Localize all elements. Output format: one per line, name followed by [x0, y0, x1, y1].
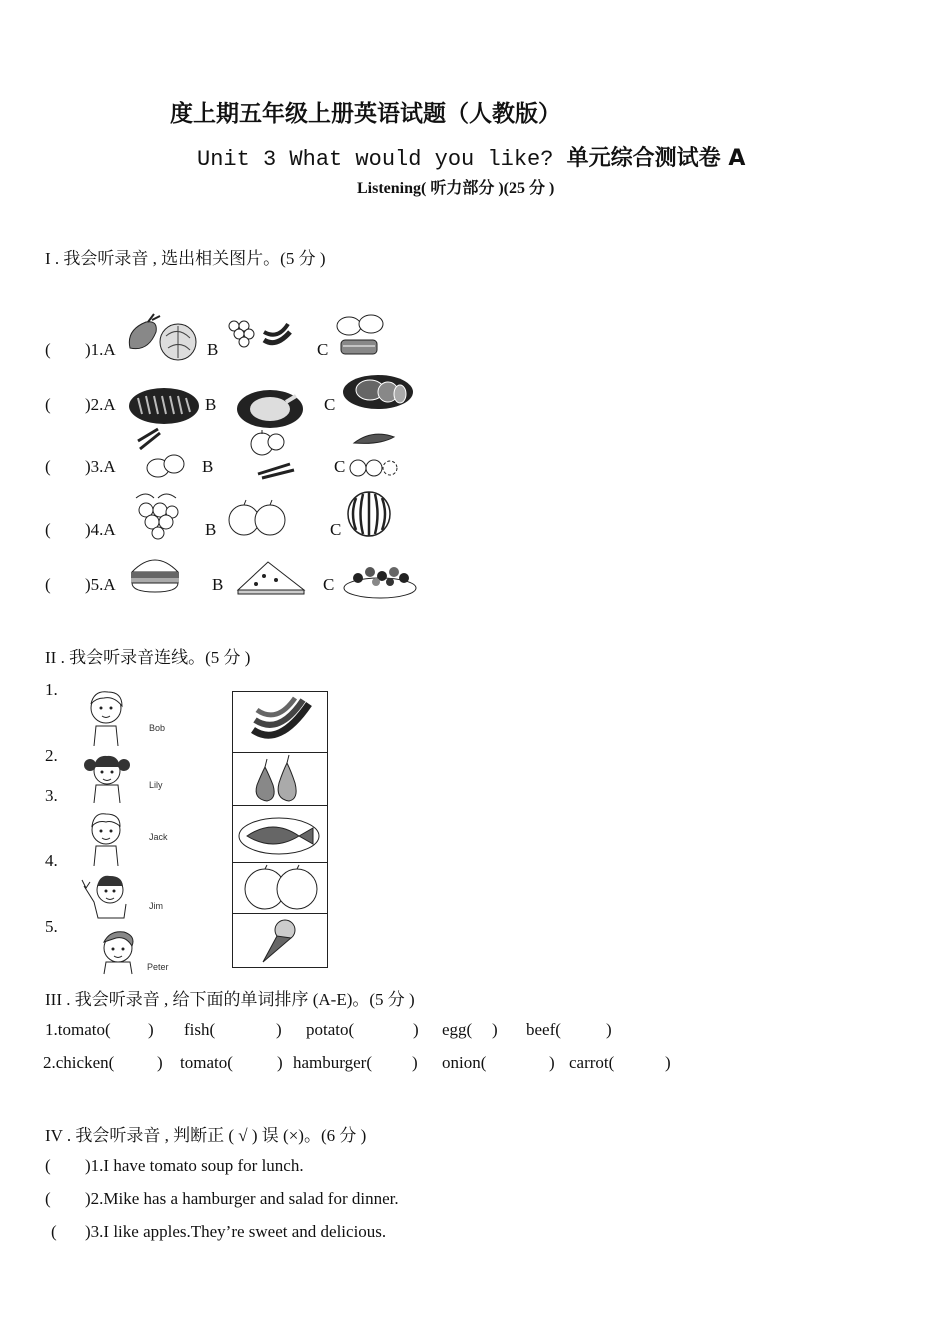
- answer-bracket: (: [51, 1222, 57, 1241]
- grapes-bananas-image: [224, 312, 294, 352]
- unit-subtitle-cn: 单元综合测试卷 A: [566, 146, 746, 171]
- judgement-item: )1.I have tomato soup for lunch.: [85, 1156, 304, 1175]
- eggplant-cabbage-image: [122, 312, 202, 360]
- food-cell: [233, 692, 327, 753]
- potatoes-bacon-image: [333, 312, 389, 360]
- carrot-small-image: [136, 425, 166, 453]
- match-number: 5.: [45, 917, 58, 936]
- answer-bracket: (: [45, 1189, 51, 1208]
- tomatoes-image: [348, 456, 398, 480]
- pears-image: [233, 753, 327, 805]
- potatoes-image: [144, 452, 186, 480]
- option-b-label: B: [207, 340, 219, 359]
- word-potato: potato(: [306, 1020, 355, 1039]
- section-1-heading: I . 我会听录音 , 选出相关图片。(5 分 ): [45, 249, 326, 268]
- judgement-item: )2.Mike has a hamburger and salad for dinner.: [85, 1189, 399, 1208]
- answer-bracket: (: [45, 520, 51, 539]
- food-cell: [233, 914, 327, 967]
- word-fish: fish(: [184, 1020, 216, 1039]
- chicken-plate-image: [236, 388, 306, 430]
- answer-bracket: (: [45, 1156, 51, 1175]
- grapes-image: [126, 488, 186, 540]
- question-number: )1.A: [85, 340, 116, 359]
- answer-close: ): [492, 1020, 498, 1039]
- answer-bracket: (: [45, 340, 51, 359]
- answer-close: ): [413, 1020, 419, 1039]
- answer-close: ): [148, 1020, 154, 1039]
- answer-close: ): [412, 1053, 418, 1072]
- apples-image: [226, 498, 290, 538]
- match-number: 1.: [45, 680, 58, 699]
- boy-jim-image: [80, 872, 142, 922]
- bananas-image: [233, 692, 327, 752]
- carrots-image: [254, 456, 298, 480]
- answer-close: ): [157, 1053, 163, 1072]
- answer-close: ): [665, 1053, 671, 1072]
- food-picture-column: [232, 691, 328, 968]
- kid-name: Peter: [147, 962, 169, 972]
- word-hamburger: hamburger(: [293, 1053, 372, 1072]
- option-b-label: B: [202, 457, 214, 476]
- option-c-label: C: [330, 520, 342, 539]
- unit-subtitle-en: Unit 3 What would you like?: [197, 147, 554, 172]
- option-b-label: B: [205, 520, 217, 539]
- kid-name: Jack: [149, 832, 168, 842]
- kid-name: Bob: [149, 723, 166, 733]
- section-3-heading: III . 我会听录音 , 给下面的单词排序 (A-E)。(5 分 ): [45, 990, 415, 1009]
- onion-small-image: [246, 428, 288, 458]
- ice-cream-image: [233, 914, 327, 967]
- option-c-label: C: [323, 575, 335, 594]
- food-cell: [233, 753, 327, 806]
- question-number: )5.A: [85, 575, 116, 594]
- answer-close: ): [277, 1053, 283, 1072]
- word-chicken: 2.chicken(: [43, 1053, 115, 1072]
- page-title: 度上期五年级上册英语试题（人教版）: [170, 101, 561, 126]
- answer-bracket: (: [45, 575, 51, 594]
- question-number: )3.A: [85, 457, 116, 476]
- boy-peter-image: [96, 928, 144, 974]
- section-4-heading: IV . 我会听录音 , 判断正 ( √ ) 误 (×)。(6 分 ): [45, 1126, 367, 1145]
- food-cell: [233, 863, 327, 914]
- boy-jack-image: [84, 810, 130, 868]
- answer-close: ): [276, 1020, 282, 1039]
- fish-image: [233, 806, 327, 862]
- question-number: )2.A: [85, 395, 116, 414]
- answer-bracket: (: [45, 457, 51, 476]
- listening-heading: Listening( 听力部分 )(25 分 ): [357, 180, 555, 197]
- word-onion: onion(: [442, 1053, 487, 1072]
- beef-platter-image: [128, 384, 202, 428]
- word-beef: beef(: [526, 1020, 561, 1039]
- word-carrot: carrot(: [569, 1053, 615, 1072]
- answer-bracket: (: [45, 395, 51, 414]
- boy-bob-image: [84, 688, 130, 748]
- word-egg: egg(: [442, 1020, 473, 1039]
- answer-close: ): [549, 1053, 555, 1072]
- match-number: 3.: [45, 786, 58, 805]
- option-b-label: B: [212, 575, 224, 594]
- hamburger-image: [128, 552, 182, 596]
- girl-lily-image: [82, 751, 132, 805]
- vegetable-small-image: [350, 425, 400, 449]
- option-c-label: C: [334, 457, 346, 476]
- match-number: 4.: [45, 851, 58, 870]
- option-c-label: C: [324, 395, 336, 414]
- kid-name: Jim: [149, 901, 163, 911]
- salad-image: [342, 560, 420, 600]
- watermelon-image: [346, 490, 392, 538]
- judgement-item: )3.I like apples.They’re sweet and delicious.: [85, 1222, 387, 1241]
- option-b-label: B: [205, 395, 217, 414]
- kid-name: Lily: [149, 780, 163, 790]
- option-c-label: C: [317, 340, 329, 359]
- sliced-meat-image: [342, 372, 416, 412]
- sandwich-image: [234, 558, 306, 598]
- section-2-heading: II . 我会听录音连线。(5 分 ): [45, 648, 251, 667]
- word-tomato: tomato(: [180, 1053, 233, 1072]
- apples-image: [233, 863, 327, 913]
- word-tomato: 1.tomato(: [45, 1020, 111, 1039]
- answer-close: ): [606, 1020, 612, 1039]
- question-number: )4.A: [85, 520, 116, 539]
- unit-subtitle: [197, 141, 745, 172]
- food-cell: [233, 806, 327, 863]
- match-number: 2.: [45, 746, 58, 765]
